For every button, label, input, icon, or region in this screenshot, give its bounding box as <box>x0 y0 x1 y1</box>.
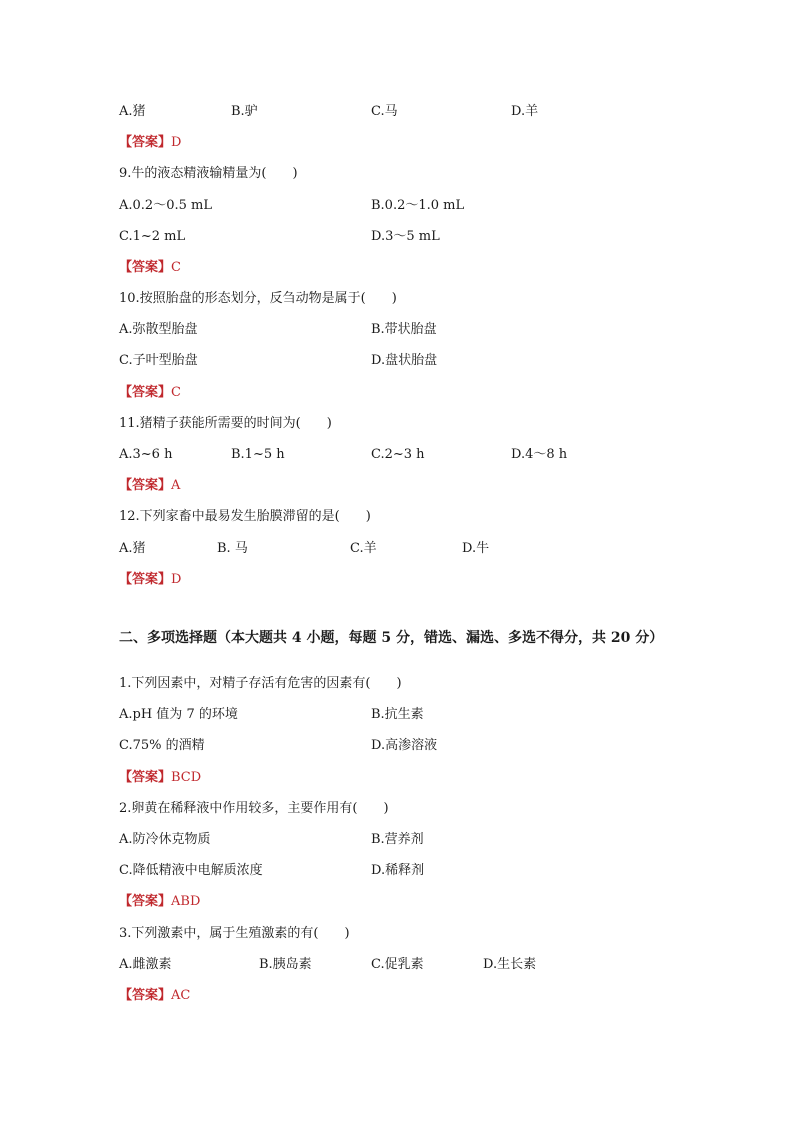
m3-option-d: D.生长素 <box>483 957 537 972</box>
m1-answer: 【答案】BCD <box>119 770 202 785</box>
q11-option-b: B.1~5 h <box>231 447 285 462</box>
q9-option-b: B.0.2～1.0 mL <box>371 198 465 213</box>
m3-option-a: A.雌激素 <box>119 957 172 972</box>
q8-option-b: B.驴 <box>231 104 258 119</box>
q12-option-c: C.羊 <box>350 541 377 556</box>
q11-stem: 11.猪精子获能所需要的时间为( ) <box>119 416 332 431</box>
q10-option-c: C.子叶型胎盘 <box>119 353 198 368</box>
m3-option-c: C.促乳素 <box>371 957 424 972</box>
q9-option-a: A.0.2～0.5 mL <box>119 198 212 213</box>
q12-answer: 【答案】D <box>119 572 182 587</box>
q12-option-d: D.牛 <box>462 541 490 556</box>
q9-option-c: C.1~2 mL <box>119 229 186 244</box>
q9-answer: 【答案】C <box>119 260 181 275</box>
q11-option-d: D.4～8 h <box>511 447 568 462</box>
q8-answer: 【答案】D <box>119 135 182 150</box>
m2-option-d: D.稀释剂 <box>371 863 425 878</box>
q10-stem: 10.按照胎盘的形态划分，反刍动物是属于( ) <box>119 291 397 306</box>
q8-option-c: C.马 <box>371 104 398 119</box>
m1-option-a: A.pH 值为 7 的环境 <box>119 707 238 722</box>
q12-option-a: A.猪 <box>119 541 146 556</box>
q9-stem: 9.牛的液态精液输精量为( ) <box>119 166 298 181</box>
q10-option-a: A.弥散型胎盘 <box>119 322 198 337</box>
m2-option-c: C.降低精液中电解质浓度 <box>119 863 263 878</box>
m2-option-b: B.营养剂 <box>371 832 424 847</box>
q11-option-c: C.2~3 h <box>371 447 425 462</box>
m3-answer: 【答案】AC <box>119 988 191 1003</box>
m3-stem: 3.下列激素中，属于生殖激素的有( ) <box>119 926 350 941</box>
m2-stem: 2.卵黄在稀释液中作用较多，主要作用有( ) <box>119 801 389 816</box>
section-heading-multiple-choice: 二、多项选择题（本大题共 4 小题，每题 5 分，错选、漏选、多选不得分，共 20 分） <box>119 630 664 646</box>
m1-option-b: B.抗生素 <box>371 707 424 722</box>
m1-option-c: C.75% 的酒精 <box>119 738 205 753</box>
q10-option-d: D.盘状胎盘 <box>371 353 438 368</box>
q12-option-b: B. 马 <box>217 541 248 556</box>
m1-stem: 1.下列因素中，对精子存活有危害的因素有( ) <box>119 676 402 691</box>
q11-answer: 【答案】A <box>119 478 181 493</box>
q10-answer: 【答案】C <box>119 385 181 400</box>
q8-option-d: D.羊 <box>511 104 539 119</box>
m1-option-d: D.高渗溶液 <box>371 738 438 753</box>
m2-option-a: A.防冷休克物质 <box>119 832 211 847</box>
q11-option-a: A.3~6 h <box>119 447 173 462</box>
q9-option-d: D.3～5 mL <box>371 229 440 244</box>
q10-option-b: B.带状胎盘 <box>371 322 437 337</box>
m2-answer: 【答案】ABD <box>119 894 201 909</box>
q12-stem: 12.下列家畜中最易发生胎膜滞留的是( ) <box>119 509 371 524</box>
m3-option-b: B.胰岛素 <box>259 957 312 972</box>
q8-option-a: A.猪 <box>119 104 146 119</box>
